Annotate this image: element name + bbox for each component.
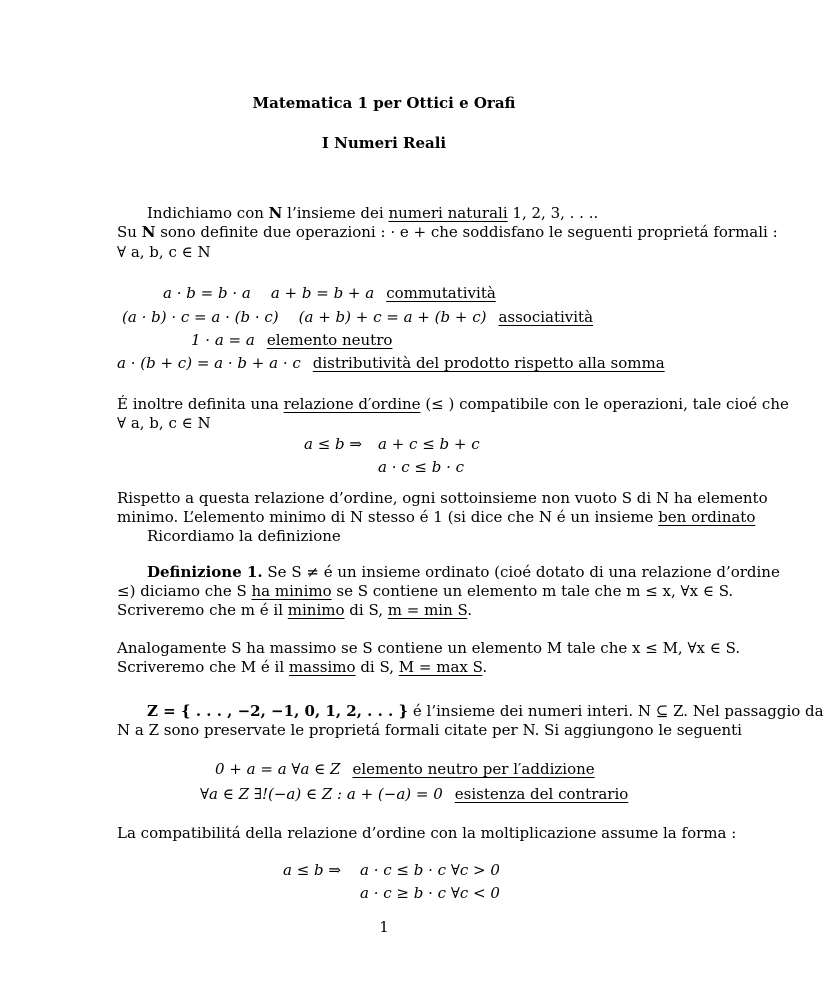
prop-commutativity: a · b = b · a a + b = b + a commutatività — [163, 284, 496, 302]
minimum-line-2: minimo. L’elemento minimo di N stesso é 1 (si dice che N é un insieme ben ordinato — [117, 508, 756, 526]
chapter-title: I Numeri Reali — [321, 134, 447, 152]
intro-line-1: Indichiamo con N l’insieme dei numeri naturali 1, 2, 3, . . .. — [147, 204, 599, 222]
compat-rule-1: a · c ≤ b · c ∀c > 0 — [360, 861, 500, 879]
integers-set-definition: Z = { . . . , −2, −1, 0, 1, 2, . . . } — [147, 702, 409, 720]
integers-line-2: N a Z sono preservate le proprietá formali citate per N. Si aggiungono le seguenti — [117, 721, 742, 739]
maximum-line-1: Analogamente S ha massimo se S contiene un elemento M tale che x ≤ M, ∀x ∈ S. — [117, 639, 741, 657]
order-line-1: É inoltre definita una relazione d′ordine (≤ ) compatibile con le operazioni, tale cioé che — [117, 395, 789, 413]
page-number: 1 — [379, 918, 389, 936]
compat-line: La compatibilitá della relazione d’ordine con la moltiplicazione assume la forma : — [117, 824, 737, 842]
prop-integer-neutral: 0 + a = a ∀a ∈ Z elemento neutro per l′addizione — [215, 760, 595, 778]
term-order-relation: relazione d′ordine — [283, 395, 421, 413]
prop-integer-opposite: ∀a ∈ Z ∃!(−a) ∈ Z : a + (−a) = 0 esistenza del contrario — [200, 785, 629, 803]
prop-neutral-element: 1 · a = a elemento neutro — [191, 331, 393, 349]
term-natural-numbers: numeri naturali — [388, 204, 508, 222]
order-rule-2: a · c ≤ b · c — [378, 458, 465, 476]
definition-line-2: ≤) diciamo che S ha minimo se S contiene un elemento m tale che m ≤ x, ∀x ∈ S. — [117, 582, 734, 600]
prop-associativity: (a · b) · c = a · (b · c) (a + b) + c = a + (b + c) associatività — [122, 308, 594, 326]
prop-distributivity: a · (b + c) = a · b + a · c distributività del prodotto rispetto alla somma — [117, 354, 665, 372]
order-rule-lhs: a ≤ b ⇒ — [304, 435, 362, 453]
intro-line-3: ∀ a, b, c ∈ N — [117, 243, 211, 261]
order-line-2: ∀ a, b, c ∈ N — [117, 414, 211, 432]
minimum-line-3: Ricordiamo la definizione — [147, 527, 341, 545]
compat-lhs: a ≤ b ⇒ — [283, 861, 341, 879]
term-well-ordered: ben ordinato — [658, 508, 756, 526]
intro-line-2: Su N sono definite due operazioni : · e + che soddisfano le seguenti proprietá formali : — [117, 223, 778, 241]
definition-label: Definizione 1. — [147, 563, 263, 581]
definition-line-1: Definizione 1. Se S ≠ é un insieme ordinato (cioé dotato di una relazione d’ordine — [147, 563, 780, 581]
course-title: Matematica 1 per Ottici e Orafi — [252, 94, 516, 112]
minimum-line-1: Rispetto a questa relazione d’ordine, ogni sottoinsieme non vuoto S di N ha elemento — [117, 489, 768, 507]
maximum-line-2: Scriveremo che M é il massimo di S, M = max S. — [117, 658, 488, 676]
definition-line-3: Scriveremo che m é il minimo di S, m = min S. — [117, 601, 473, 619]
order-rule-1: a + c ≤ b + c — [378, 435, 480, 453]
integers-line-1: Z = { . . . , −2, −1, 0, 1, 2, . . . } é l’insieme dei numeri interi. N ⊆ Z. Nel passaggio da — [147, 702, 824, 720]
compat-rule-2: a · c ≥ b · c ∀c < 0 — [360, 884, 500, 902]
